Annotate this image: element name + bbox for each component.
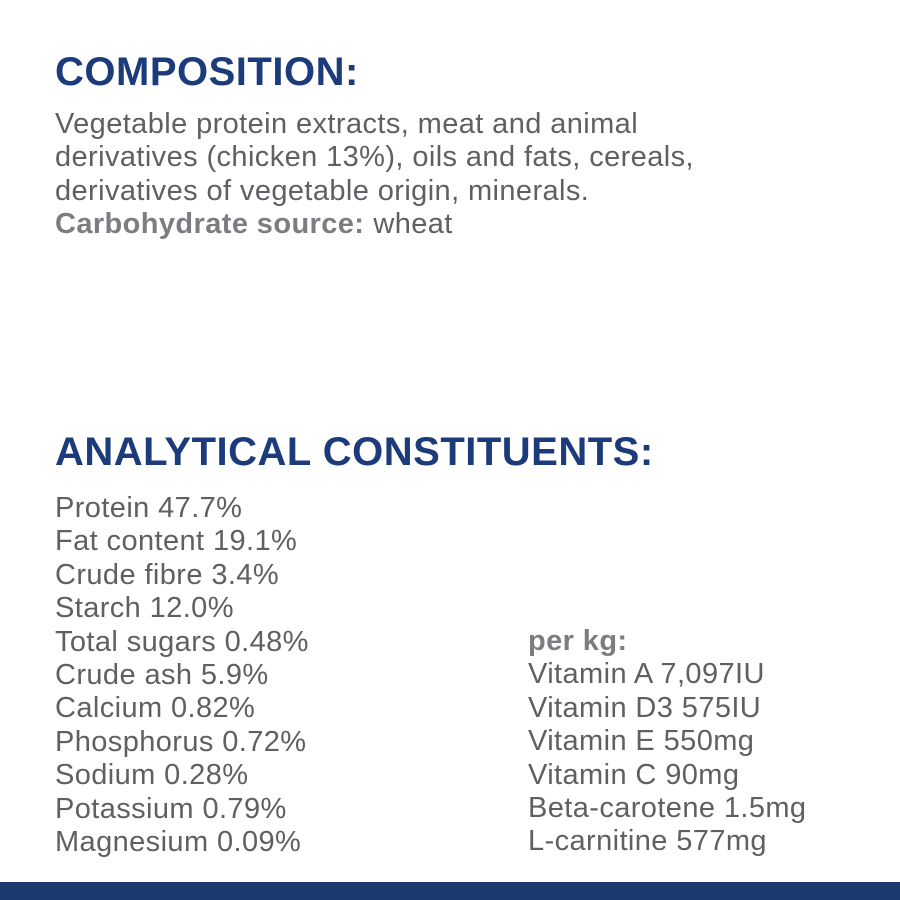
carbohydrate-source-line xyxy=(55,208,694,241)
constituent-item: Crude ash 5.9% xyxy=(55,659,269,692)
constituents-list xyxy=(55,492,309,859)
composition-body-line: Vegetable protein extracts, meat and animal xyxy=(55,108,639,140)
carbohydrate-source-value: wheat xyxy=(373,208,453,241)
composition-heading: COMPOSITION: xyxy=(55,50,359,94)
per-kg-item: L-carnitine 577mg xyxy=(528,825,767,858)
composition-body xyxy=(55,108,694,242)
constituent-item: Sodium 0.28% xyxy=(55,759,249,792)
bottom-bar xyxy=(0,882,900,900)
constituent-item: Protein 47.7% xyxy=(55,492,243,524)
analytical-constituents-heading: ANALYTICAL CONSTITUENTS: xyxy=(55,430,654,474)
per-kg-item: Beta-carotene 1.5mg xyxy=(528,792,807,825)
constituent-item: Fat content 19.1% xyxy=(55,525,298,558)
per-kg-item: Vitamin D3 575IU xyxy=(528,691,762,724)
constituent-item: Phosphorus 0.72% xyxy=(55,725,307,758)
per-kg-item: Vitamin E 550mg xyxy=(528,725,755,758)
constituent-item: Starch 12.0% xyxy=(55,592,234,625)
per-kg-item: Vitamin C 90mg xyxy=(528,758,740,791)
constituent-item: Potassium 0.79% xyxy=(55,792,287,825)
constituent-item: Magnesium 0.09% xyxy=(55,826,302,859)
constituent-item: Calcium 0.82% xyxy=(55,692,256,725)
composition-body-line: derivatives (chicken 13%), oils and fats, cereals, xyxy=(55,141,694,174)
per-kg-item: Vitamin A 7,097IU xyxy=(528,658,765,691)
composition-body-line: derivatives of vegetable origin, minerals. xyxy=(55,174,590,207)
constituent-item: Crude fibre 3.4% xyxy=(55,558,280,591)
per-kg-label: per kg: xyxy=(528,625,628,657)
carbohydrate-source-label: Carbohydrate source: xyxy=(55,208,365,241)
constituent-item: Total sugars 0.48% xyxy=(55,625,309,658)
per-kg-list xyxy=(528,625,806,859)
